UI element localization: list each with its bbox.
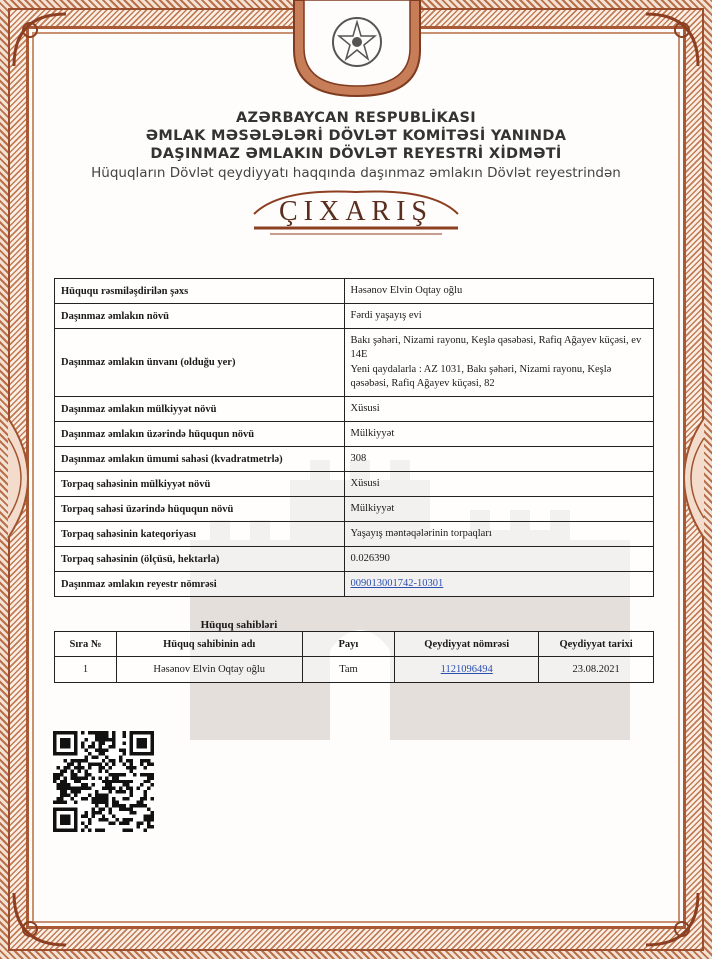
address-new: Yeni qaydalarla : AZ 1031, Bakı şəhəri, Nizami rayonu, Keşlə qəsəbəsi, Rafiq Ağayev küçəsi, 82 — [350, 363, 612, 389]
address-value — [344, 329, 653, 397]
owner-reg-date: 23.08.2021 — [539, 657, 654, 683]
owners-table — [54, 631, 654, 683]
table-row — [55, 547, 654, 572]
column-header-number: Sıra № — [55, 632, 117, 657]
header-subtitle: Hüquqların Dövlət qeydiyyatı haqqında daşınmaz əmlakın Dövlət reyestrindən — [91, 165, 621, 181]
table-row — [55, 447, 654, 472]
field-label: Daşınmaz əmlakın növü — [55, 304, 345, 329]
field-value: Xüsusi — [344, 397, 653, 422]
table-row — [55, 497, 654, 522]
reg-number-link[interactable]: 1121096494 — [440, 664, 493, 675]
field-label: Daşınmaz əmlakın reyestr nömrəsi — [55, 572, 345, 597]
document-title: ÇIXARIŞ — [278, 196, 433, 227]
owner-reg-number-cell — [395, 657, 539, 683]
table-row — [55, 572, 654, 597]
field-label: Daşınmaz əmlakın üzərində hüququn növü — [55, 422, 345, 447]
corner-ornament-icon — [642, 10, 702, 70]
field-label: Torpaq sahəsinin mülkiyyət növü — [55, 472, 345, 497]
corner-ornament-icon — [642, 889, 702, 949]
document-title-block — [250, 188, 462, 240]
field-label: Daşınmaz əmlakın mülkiyyət növü — [55, 397, 345, 422]
qr-code-icon[interactable] — [53, 731, 154, 832]
table-row — [55, 329, 654, 397]
field-label: Torpaq sahəsinin (ölçüsü, hektarla) — [55, 547, 345, 572]
owner-name: Həsənov Elvin Oqtay oğlu — [116, 657, 302, 683]
field-value: Yaşayış məntəqələrinin torpaqları — [344, 522, 653, 547]
field-value: Mülkiyyət — [344, 422, 653, 447]
field-label: Daşınmaz əmlakın ümumi sahəsi (kvadratmetrlə) — [55, 447, 345, 472]
table-header-row — [55, 632, 654, 657]
header-committee: ƏMLAK MƏSƏLƏLƏRİ DÖVLƏT KOMİTƏSİ YANINDA — [145, 128, 567, 144]
table-row — [55, 472, 654, 497]
property-details-table — [54, 278, 654, 597]
field-label: Hüququ rəsmiləşdirilən şəxs — [55, 279, 345, 304]
table-row — [55, 657, 654, 683]
field-value: Həsənov Elvin Oqtay oğlu — [344, 279, 653, 304]
table-row — [55, 522, 654, 547]
corner-ornament-icon — [10, 10, 70, 70]
header-service: DAŞINMAZ ƏMLAKIN DÖVLƏT REYESTRİ XİDMƏTİ — [150, 146, 562, 162]
field-label: Daşınmaz əmlakın ünvanı (olduğu yer) — [55, 329, 345, 397]
field-value: 308 — [344, 447, 653, 472]
field-value: 0.026390 — [344, 547, 653, 572]
field-value: Fərdi yaşayış evi — [344, 304, 653, 329]
column-header-reg-number: Qeydiyyat nömrəsi — [395, 632, 539, 657]
registry-number-cell — [344, 572, 653, 597]
owner-share: Tam — [302, 657, 395, 683]
state-emblem-icon — [292, 0, 422, 98]
field-label: Torpaq sahəsinin kateqoriyası — [55, 522, 345, 547]
field-label: Torpaq sahəsi üzərində hüququn növü — [55, 497, 345, 522]
owner-number: 1 — [55, 657, 117, 683]
corner-ornament-icon — [10, 889, 70, 949]
table-row — [55, 304, 654, 329]
address-old: Bakı şəhəri, Nizami rayonu, Keşlə qəsəbəsi, Rafiq Ağayev küçəsi, ev 14E — [350, 335, 642, 361]
column-header-reg-date: Qeydiyyat tarixi — [539, 632, 654, 657]
table-row — [55, 422, 654, 447]
table-row — [55, 279, 654, 304]
field-value: Xüsusi — [344, 472, 653, 497]
field-value: Mülkiyyət — [344, 497, 653, 522]
table-row — [55, 397, 654, 422]
side-ornament-icon — [4, 418, 50, 538]
column-header-share: Payı — [302, 632, 395, 657]
column-header-owner-name: Hüquq sahibinin adı — [116, 632, 302, 657]
header-country: AZƏRBAYCAN RESPUBLİKASI — [236, 110, 476, 126]
registry-number-link[interactable]: 009013001742-10301 — [350, 577, 444, 589]
owners-caption: Hüquq sahibləri — [200, 619, 278, 631]
